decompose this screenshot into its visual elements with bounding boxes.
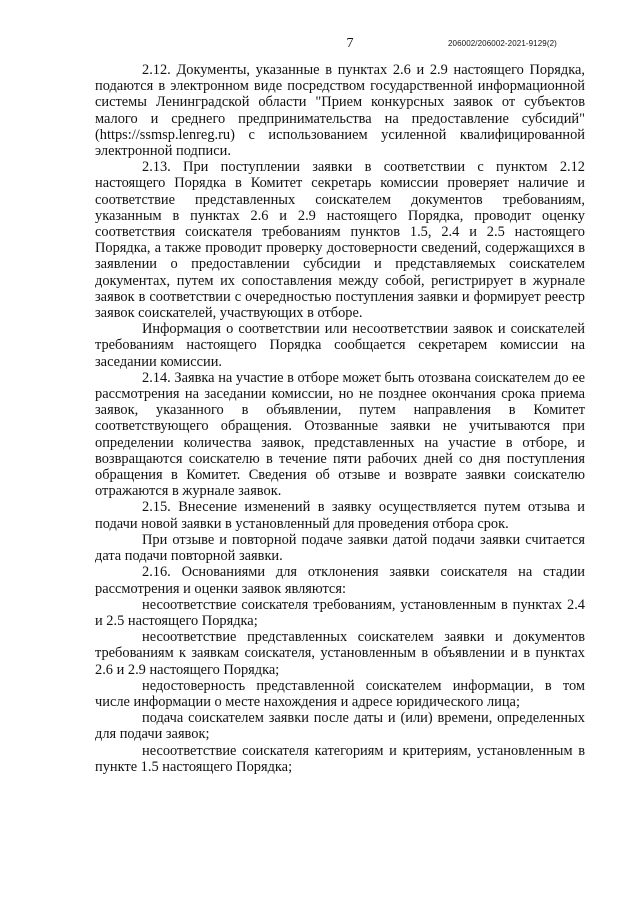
paragraph-2-15: 2.15. Внесение изменений в заявку осуществляется путем отзыва и подачи новой заявки в установленный для проведения отбора срок. [95,499,585,532]
paragraph-2-12: 2.12. Документы, указанные в пунктах 2.6 и 2.9 настоящего Порядка, подаются в электронном виде посредством государственной информационной системы Ленинградской области "Прием конкурсных заявок от субъектов малого и среднего предпринимательства на предоставление субсидий" (https://ssmsp.lenreg.ru) с использованием усиленной квалифицированной электронной подписи. [95,62,585,160]
list-item-late-submission: подача соискателем заявки после даты и (или) времени, определенных для подачи заявок; [95,710,585,743]
paragraph-resubmission: При отзыве и повторной подаче заявки датой подачи заявки считается дата подачи повторной заявки. [95,531,585,565]
paragraph-2-16: 2.16. Основаниями для отклонения заявки соискателя на стадии рассмотрения и оценки заявок являются: [95,564,585,597]
paragraph-2-14: 2.14. Заявка на участие в отборе может быть отозвана соискателем до ее рассмотрения на заседании комиссии, но не позднее окончания срока приема заявок, указанного в объявлении, путем направления в Комитет соответствующего обращения. Отозванные заявки не учитываются при определении количества заявок, представленных на участие в отборе, и возвращаются соискателю в течение пяти рабочих дней со дня поступления обращения в Комитет. Сведения об отзыве и возврате заявки соискателю отражаются в журнале заявок. [95,369,585,500]
page-number: 7 [346,36,354,51]
document-body [95,62,585,775]
document-id: 206002/206002-2021-9129(2) [448,39,557,48]
list-item-categories: несоответствие соискателя категориям и критериям, установленным в пункте 1.5 настоящего Порядка; [95,742,585,775]
list-item-requirements: несоответствие соискателя требованиям, установленным в пунктах 2.4 и 2.5 настоящего Порядка; [95,596,585,629]
list-item-reliability: недостоверность представленной соискателем информации, в том числе информации о месте нахождения и адресе юридического лица; [95,677,585,710]
list-item-documents: несоответствие представленных соискателем заявки и документов требованиям к заявкам соискателя, установленным в объявлении и в пунктах 2.6 и 2.9 настоящего Порядка; [95,629,585,678]
paragraph-information: Информация о соответствии или несоответствии заявок и соискателей требованиям настоящего Порядка сообщается секретарем комиссии на заседании комиссии. [95,321,585,370]
paragraph-2-13: 2.13. При поступлении заявки в соответствии с пунктом 2.12 настоящего Порядка в Комитет секретарь комиссии проверяет наличие и соответствие представленных соискателем документов требованиям, указанным в пунктах 2.6 и 2.9 настоящего Порядка, проводит оценку соответствия соискателя требованиям пунктов 1.5, 2.4 и 2.5 настоящего Порядка, а также проводит проверку достоверности сведений, содержащихся в заявлении о предоставлении субсидии и представляемых соискателем документах, путем их сопоставления между собой, регистрирует в журнале заявок в соответствии с очередностью поступления заявки и формирует реестр заявок соискателей, участвующих в отборе. [95,159,585,322]
